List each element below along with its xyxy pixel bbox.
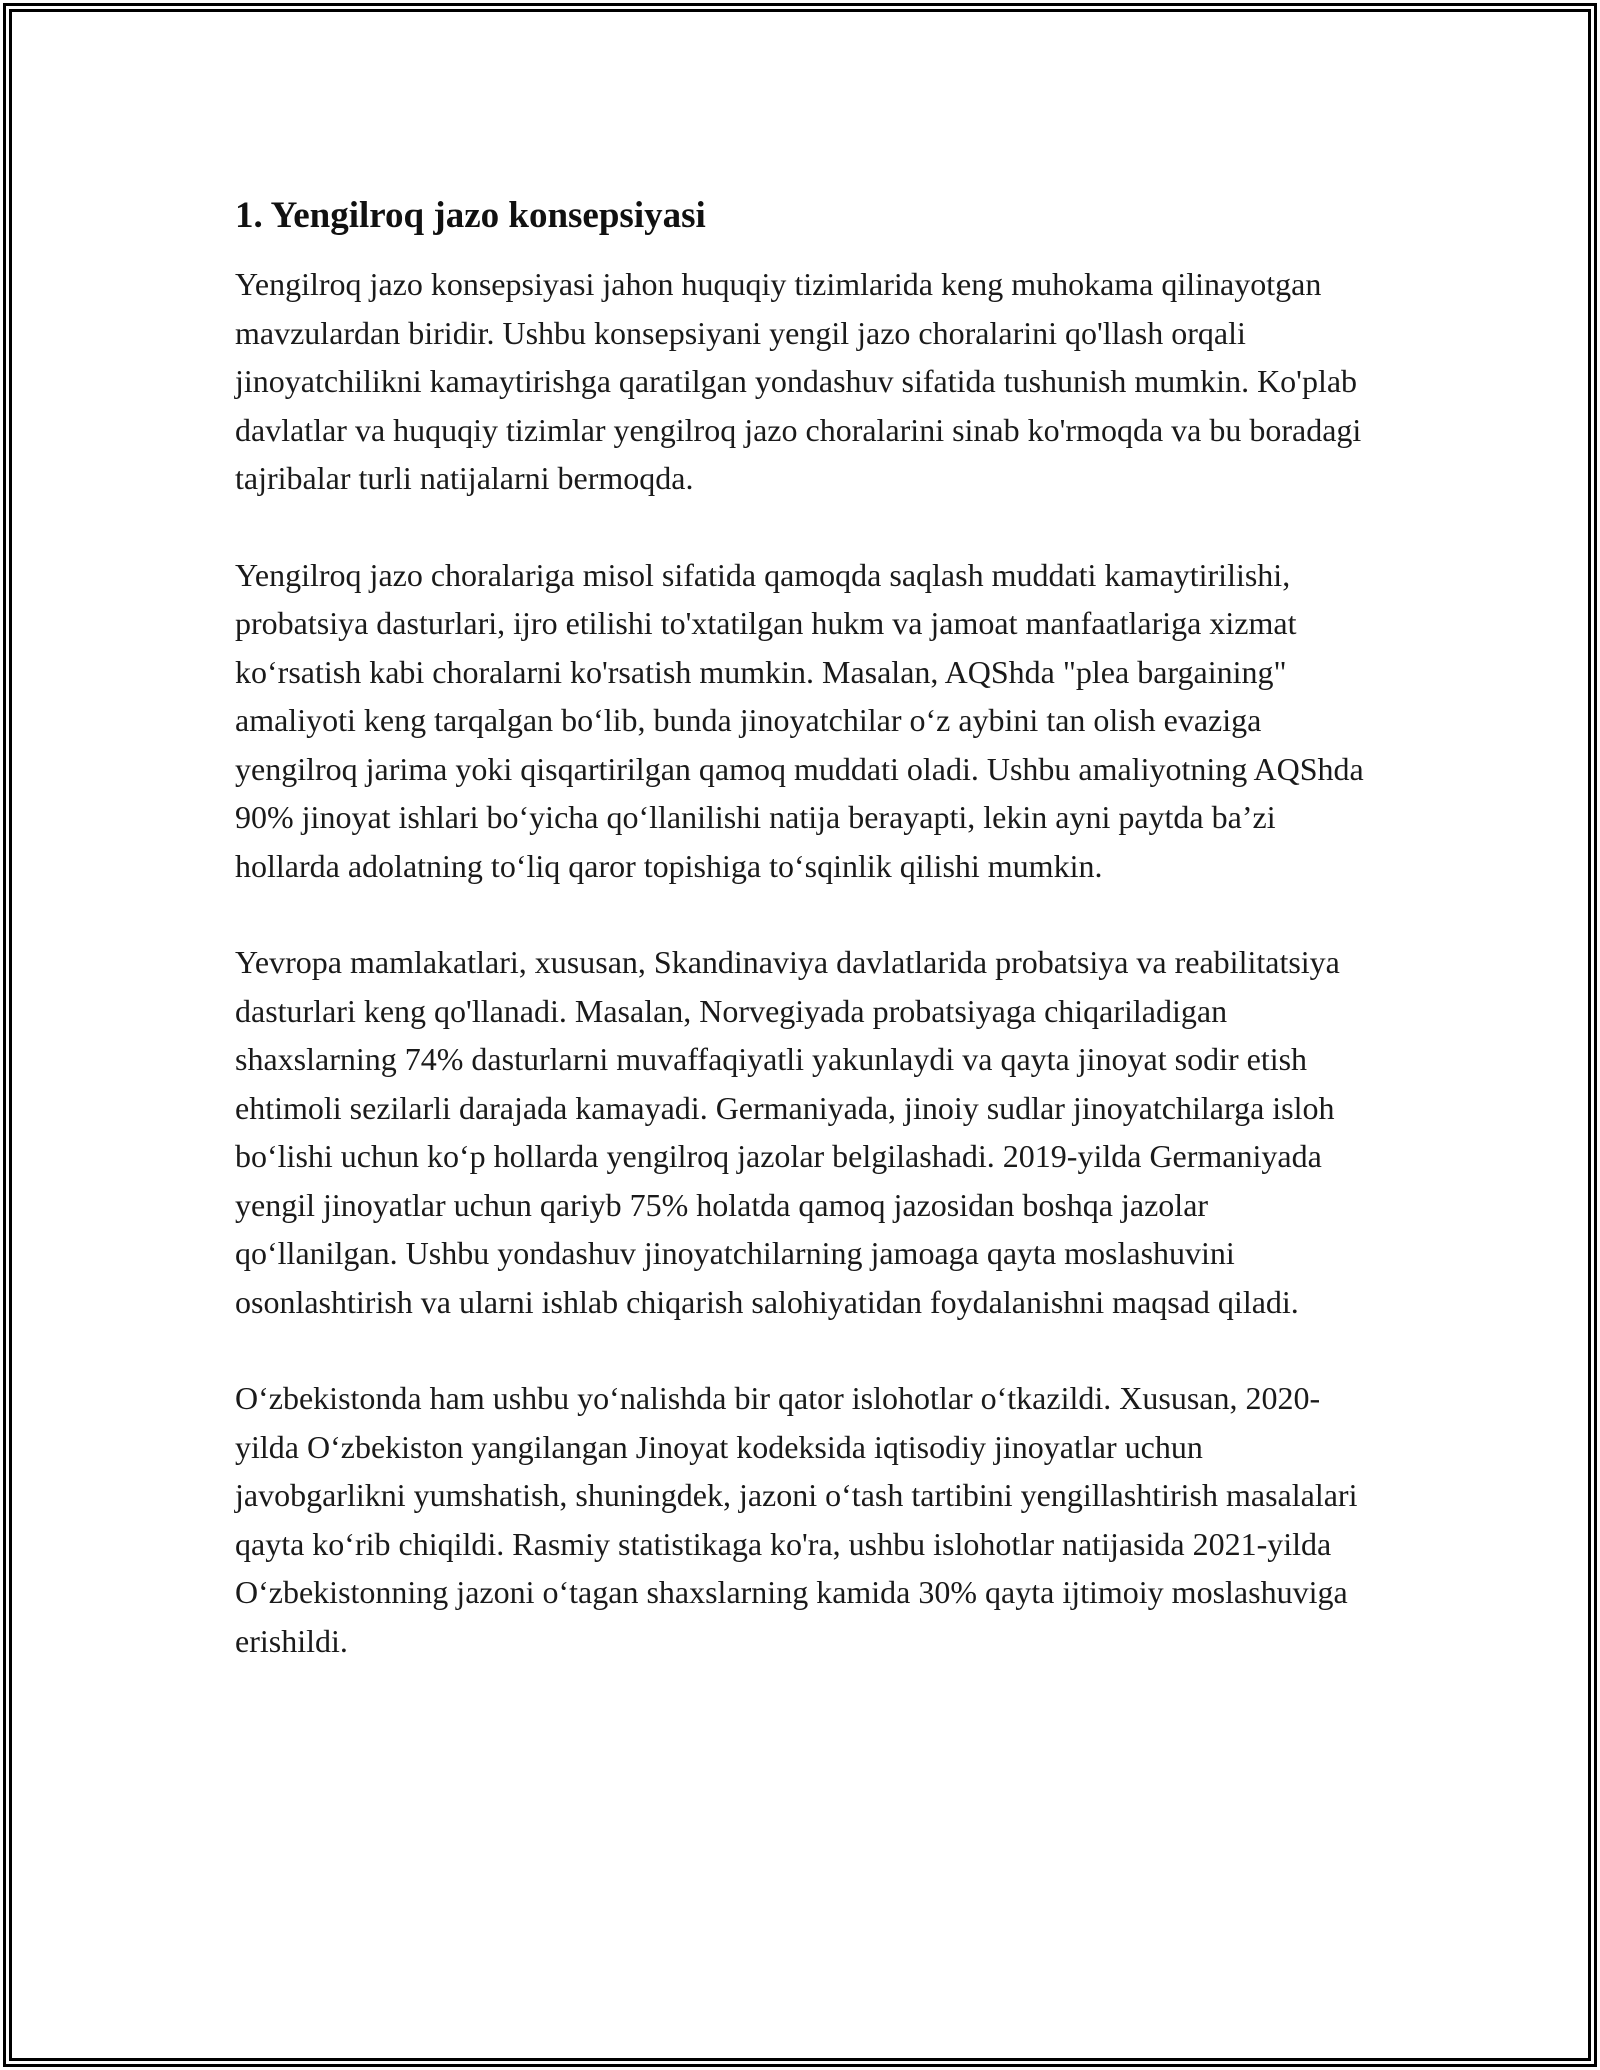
document-body [235, 190, 1375, 1713]
paragraph-4: O‘zbekistonda ham ushbu yo‘nalishda bir qator islohotlar o‘tkazildi. Xususan, 2020-yilda O‘zbekiston yangilangan Jinoyat kodeksida iqtisodiy jinoyatlar uchun javobgarlikni yumshatish, shuningdek, jazoni o‘tash tartibini yengillashtirish masalalari qayta ko‘rib chiqildi. Rasmiy statistikaga ko'ra, ushbu islohotlar natijasida 2021-yilda O‘zbekistonning jazoni o‘tagan shaxslarning kamida 30% qayta ijtimoiy moslashuviga erishildi. [235, 1380, 1358, 1659]
paragraph-1: Yengilroq jazo konsepsiyasi jahon huquqiy tizimlarida keng muhokama qilinayotgan mavzulardan biridir. Ushbu konsepsiyani yengil jazo choralarini qo'llash orqali jinoyatchilikni kamaytirishga qaratilgan yondashuv sifatida tushunish mumkin. Ko'plab davlatlar va huquqiy tizimlar yengilroq jazo choralarini sinab ko'rmoqda va bu boradagi tajribalar turli natijalarni bermoqda. [235, 266, 1362, 496]
section-heading: 1. Yengilroq jazo konsepsiyasi [235, 195, 706, 236]
paragraph-3: Yevropa mamlakatlari, xususan, Skandinaviya davlatlarida probatsiya va reabilitatsiya dasturlari keng qo'llanadi. Masalan, Norvegiyada probatsiyaga chiqariladigan shaxslarning 74% dasturlarni muvaffaqiyatli yakunlaydi va qayta jinoyat sodir etish ehtimoli sezilarli darajada kamayadi. Germaniyada, jinoiy sudlar jinoyatchilarga isloh bo‘lishi uchun ko‘p hollarda yengilroq jazolar belgilashadi. 2019-yilda Germaniyada yengil jinoyatlar uchun qariyb 75% holatda qamoq jazosidan boshqa jazolar qo‘llanilgan. Ushbu yondashuv jinoyatchilarning jamoaga qayta moslashuvini osonlashtirish va ularni ishlab chiqarish salohiyatidan foydalanishni maqsad qiladi. [235, 944, 1340, 1320]
paragraph-2: Yengilroq jazo choralariga misol sifatida qamoqda saqlash muddati kamaytirilishi, probatsiya dasturlari, ijro etilishi to'xtatilgan hukm va jamoat manfaatlariga xizmat ko‘rsatish kabi choralarni ko'rsatish mumkin. Masalan, AQShda "plea bargaining" amaliyoti keng tarqalgan bo‘lib, bunda jinoyatchilar o‘z aybini tan olish evaziga yengilroq jarima yoki qisqartirilgan qamoq muddati oladi. Ushbu amaliyotning AQShda 90% jinoyat ishlari bo‘yicha qo‘llanilishi natija berayapti, lekin ayni paytda ba’zi hollarda adolatning to‘liq qaror topishiga to‘sqinlik qilishi mumkin. [235, 556, 1364, 884]
